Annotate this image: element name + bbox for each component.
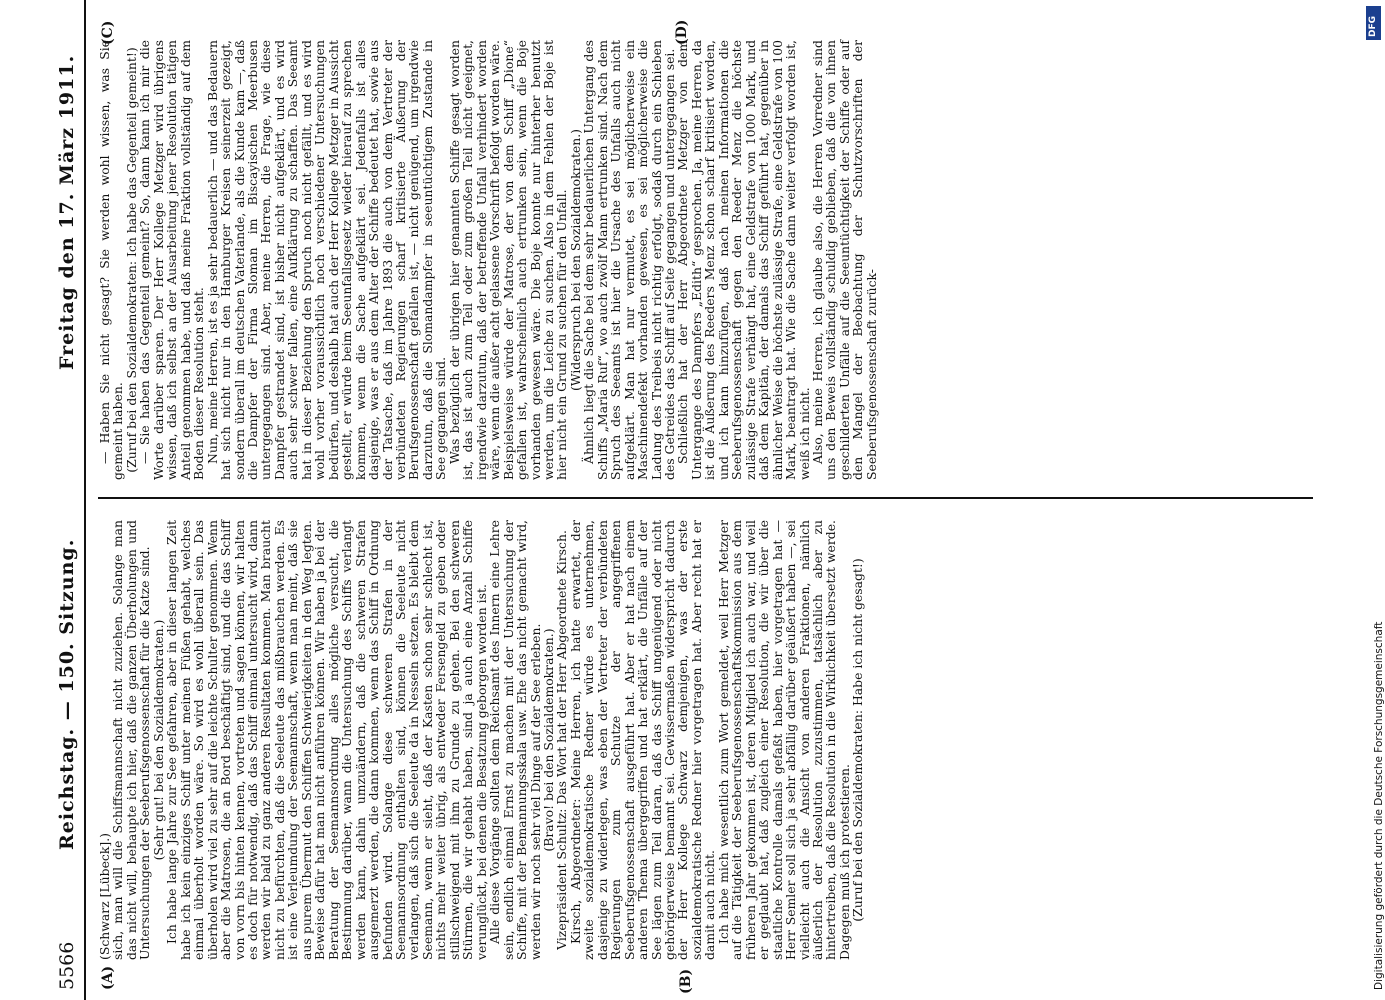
paragraph: Ich habe lange Jahre zur See gefahren, aber in dieser langen Zeit habe ich kein einziges Schiff unter meinen Füßen gehabt, welches einmal überholt worden wäre. So wird es wohl überall sein. Das überholen wird viel zu sehr auf die leichte Schulter genommen. Wenn aber die Matrosen, die an Bord beschäftigt sind, und die das Schiff von vorn bis hinten kennen, vortreten und sagen können, wir halten es doch für notwendig, daß das Schiff einmal untersucht wird, dann werden wir bald zu ganz anderen Resultaten kommen. Man braucht nicht zu befürchten, daß die Seeleute das mißbrauchen werden. Es ist eine Verleumdung der Seemannschaft, wenn man meint, daß sie aus purem Übermut den Schiffen Schwierigkeiten in den Weg legten. Beweise dafür hat man nicht anführen können. Wir haben ja bei der Beratung der Seemannsordnung alles mögliche versucht, die Bestimmung darüber, wann die Untersuchung des Schiffs verlangt werden kann, dahin umzuändern, daß die schweren Strafen ausgemerzt werden, die dann kommen, wenn das Schiff in Ordnung befunden wird. Solange diese schweren Strafen in der Seemannsordnung enthalten sind, können die Seeleute nicht verlangen, daß sich die Seeleute da in Nesseln setzen. Es bleibt dem Seemann, wenn er sieht, daß der Kasten schon sehr schlecht ist, nichts mehr weiter übrig, als entweder Fersengeld zu geben oder stillschweigend mit ihm zu Grunde zu gehen. Bei den schweren Stürmen, die wir gehabt haben, sind ja auch eine Anzahl Schiffe verunglückt, bei denen die Besatzung geborgen worden ist. bbox=[164, 520, 489, 960]
left-text-column bbox=[98, 520, 1313, 960]
header-date: Freitag den 17. März 1911. bbox=[56, 54, 78, 370]
column-divider bbox=[98, 497, 1313, 499]
margin-marker-a: (A) bbox=[100, 965, 116, 990]
speaker-continuation: (Schwarz [Lübeck].) bbox=[97, 833, 112, 960]
margin-marker-c: (C) bbox=[100, 20, 116, 45]
interjection: (Widerspruch bei den Sozialdemokraten.) bbox=[567, 128, 583, 392]
margin-marker-b: (B) bbox=[678, 968, 694, 994]
digitization-credit bbox=[1363, 0, 1383, 1000]
speaker-intro: Vizepräsident Schultz: Das Wort hat der Herr Abgeordnete Kirsch. bbox=[554, 530, 570, 950]
interjection: (Bravo! bei den Sozialdemokraten.) bbox=[540, 628, 556, 852]
dfg-logo: DFG bbox=[1366, 6, 1381, 40]
page-header bbox=[50, 0, 86, 1000]
right-text-column bbox=[98, 40, 1313, 480]
paragraph: sich, man will die Schiffsmannschaft nicht zuziehen. Solange man das nicht will, behaupte ich hier, daß die ganzen Überholungen und Untersuchungen der Seeberufsgenossenschaft für die Katze sind. bbox=[110, 520, 153, 960]
paragraph: Ich habe mich wesentlich zum Wort gemeldet, weil Herr Metzger auf die Tätigkeit der Seeberufsgenossenschaftskommission aus dem früheren Jahr gekommen ist, deren Mitglied ich auch war, und weil er geglaubt hat, daß zugleich einer Resolution, die wir über die staatliche Kontrolle damals gefaßt haben, hier vorgetragen hat — Herr Semler soll sich ja sehr abfällig darüber geäußert haben —, sei vielleicht auch die Ansicht von anderen Fraktionen, nämlich äußerlich der Resolution zuzustimmen, tatsächlich aber zu hintertreiben, daß die Resolution in die Wirklichkeit übersetzt werde. Dagegen muß ich protestieren. bbox=[715, 520, 852, 960]
newspaper-page bbox=[50, 0, 1340, 1000]
credit-text: Digitalisierung gefördert durch die Deutsche Forschungsgemeinschaft bbox=[1373, 621, 1385, 990]
interjection: (Sehr gut! bei den Sozialdemokraten.) bbox=[150, 619, 166, 861]
paragraph: Kirsch, Abgeordneter: Meine Herren, ich hatte erwartet, der zweite sozialdemokratische Redner würde es unternehmen, dasjenige zu widerlegen, was eben der Vertreter der verbündeten Regierungen zum Schutze der angegriffenen Seeberufsgenossenschaft ausgeführt hat. Aber er hat nach einem anderen Thema übergegriffen und hat erklärt, die Unfälle auf der See lägen zum Teil daran, daß das Schiff ungenügend oder nicht gehörigerweise bemannt sei. Gewissermaßen widerspricht dadurch der Herr Kollege Schwarz demjenigen, was der erste sozialdemokratische Redner hier vorgetragen hat. Aber recht hat er damit auch nicht. bbox=[567, 520, 718, 960]
paragraph: Schließlich hat der Herr Abgeordnete Metzger von dem Untergange des Dampfers „Edith“ gesprochen. Ja, meine Herren, da ist die Äußerung des Reeders Menz schon scharf kritisiert worden, und ich kann hinzufügen, daß nach meinen Informationen die Seeberufsgenossenschaft gegen den Reeder Menz die höchste zulässige Strafe verhängt hat, eine Geldstrafe von 1000 Mark, und daß dem Kapitän, der damals das Schiff geführt hat, gegenüber in ähnlicher Weise die höchste zulässige Strafe, eine Geldstrafe von 100 Mark, beantragt hat. Wie die Sache dann weiter verfolgt worden ist, weiß ich nicht. bbox=[675, 40, 812, 480]
paragraph: — Haben Sie nicht gesagt? Sie werden wohl wissen, was Sie gemeint haben. bbox=[97, 40, 126, 480]
paragraph: Ähnlich liegt die Sache bei dem sehr bedauerlichen Untergang des Schiffs „Maria Ruf“, wo auch zwölf Mann ertrunken sind. Nach dem Spruch des Seeamts ist hier die Ursache des Unfalls auch nicht aufgeklärt. Man hat nur vermutet, es sei möglicherweise ein Maschinendefekt vorhanden gewesen, es sei möglicherweise die Ladung des Treibeis nicht richtig erfolgt, sodaß durch ein Schieben des Getreides das Schiff auf Seite gegangen und untergegangen sei. bbox=[581, 40, 678, 480]
paragraph: Also, meine Herren, ich glaube also, die Herren Vorredner sind uns den Beweis vollständig schuldig geblieben, daß die von ihnen geschilderten Unfälle auf die Seeuntüchtigkeit der Schiffe oder auf den Mangel der Beobachtung der Schutzvorschriften der Seeberufsgenossenschaft zurück- bbox=[810, 40, 879, 480]
interjection: (Zuruf bei den Sozialdemokraten: Ich habe das Gegenteil gemeint!) bbox=[123, 47, 139, 473]
page-number: 5566 bbox=[56, 941, 78, 990]
paragraph: Was bezüglich der übrigen hier genannten Schiffe gesagt worden ist, das ist auch zum Teil oder zum großen Teil nicht geeignet, irgendwie darzutun, daß der betreffende Unfall verhindert worden wäre, wenn die außer acht gelassene Vorschrift befolgt worden wäre. Beispielsweise würde der Matrose, der von dem Schiff „Dione“ gefallen ist, wahrscheinlich auch ertrunken sein, wenn die Boje vorhanden gewesen wäre. Die Boje konnte nur hinterher benutzt werden, um die Leiche zu suchen. Also in dem Fehlen der Boje ist hier nicht ein Grund zu suchen für den Unfall. bbox=[446, 40, 570, 480]
interjection: (Zuruf bei den Sozialdemokraten: Habe ich nicht gesagt!) bbox=[850, 558, 866, 922]
paragraph: Alle diese Vorgänge sollten dem Reichsamt des Innern eine Lehre sein, endlich einmal Ernst zu machen mit der Untersuchung der Schiffe, mit der Bemannungsskala usw. Ehe das nicht gemacht wird, werden wir noch sehr viel Dinge auf der See erleben. bbox=[487, 520, 543, 960]
paragraph: — Sie haben das Gegenteil gemeint? So, dann kann ich mir die Worte darüber sparen. Der Herr Kollege Metzger wird übrigens wissen, daß ich selbst an der Ausarbeitung jener Resolution tätigen Anteil genommen habe, und daß meine Fraktion vollständig auf dem Boden dieser Resolution steht. bbox=[137, 40, 207, 480]
header-title: Reichstag. — 150. Sitzung. bbox=[56, 538, 78, 850]
paragraph: Nun, meine Herren, ist es ja sehr bedauerlich — und das Bedauern hat sich nicht nur in den Hamburger Kreisen seinerzeit gezeigt, sondern überall im deutschen Vaterlande, als die Kunde kam —, daß die Dampfer der Firma Sloman im Biscayischen Meerbusen untergegangen sind. Aber, meine Herren, die Frage, wie diese Dampfer gestrandet sind, ist bisher nicht aufgeklärt, und es wird auch sehr schwer fallen, eine Aufklärung zu schaffen. Das Seeamt hat in dieser Beziehung den Spruch noch nicht gefällt, und es wird wohl vorher voraussichtlich noch verschiedener Untersuchungen bedürfen, und deshalb hat auch der Herr Kollege Metzger in Aussicht gestellt, er würde beim Seeunfallsgesetz wieder hierauf zu sprechen kommen, wenn die Sache aufgeklärt sei. Jedenfalls ist alles dasjenige, was er aus dem Alter der Schiffe bedeutet hat, sowie aus der Tatsache, daß im Jahre 1893 die auch von dem Vertreter der verbündeten Regierungen scharf kritisierte Äußerung der Berufsgenossenschaft gefallen ist, — nicht genügend, um irgendwie darzutun, daß die Slomandampfer in seeuntüchtigem Zustande in See gegangen sind. bbox=[204, 40, 449, 480]
margin-marker-d: (D) bbox=[674, 19, 690, 45]
